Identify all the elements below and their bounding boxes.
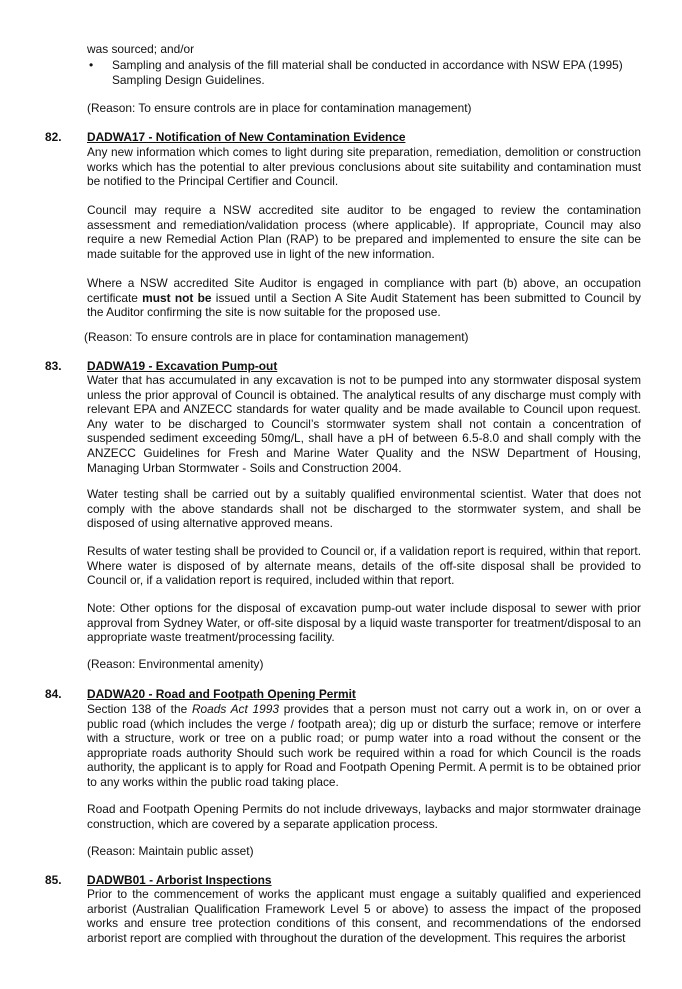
condition-number: 83. [45,359,62,373]
condition-title: DADWA19 - Excavation Pump-out [87,359,278,373]
condition-paragraph: Prior to the commencement of works the applicant must engage a suitably qualified and experienced arborist (Australian Qualification Framework Level 5 or above) to assess the impact of the proposed works and ensure tree protection conditions of this consent, and recommendations of the endorsed arborist report are complied with throughout the duration of the development. This requires the arborist [87,887,641,945]
condition-paragraph: Water testing shall be carried out by a suitably qualified environmental scientist. Water that does not comply with the above standards shall not be discharged to the stormwater system, and shall be disposed of using alternative approved means. [87,487,641,531]
condition-paragraph: Council may require a NSW accredited site auditor to be engaged to review the contamination assessment and remediation/validation process (where applicable). If appropriate, Council may also require a new Remedial Action Plan (RAP) to be prepared and implemented to ensure the site can be made suitable for the approved use in light of the new information. [87,203,641,261]
condition-number: 82. [45,130,62,144]
condition-title: DADWA20 - Road and Footpath Opening Permit [87,687,356,701]
reason-text: (Reason: Maintain public asset) [87,844,254,858]
condition-paragraph: Water that has accumulated in any excavation is not to be pumped into any stormwater disposal system unless the prior approval of Council is obtained. The analytical results of any discharge must comply with relevant EPA and ANZECC standards for water quality and be made available to Council upon request. Any water to be discharged to Council’s stormwater system shall not contain a concentration of suspended sediment exceeding 50mg/L, shall have a pH of between 6.5-8.0 and shall comply with the ANZECC Guidelines for Fresh and Marine Water Quality and the NSW Department of Housing, Managing Urban Stormwater - Soils and Construction 2004. [87,373,641,475]
condition-paragraph: Results of water testing shall be provided to Council or, if a validation report is required, within that report. Where water is disposed of by alternate means, details of the off-site disposal shall be provided to Council or, if a validation report is required, included within that report. [87,544,641,588]
condition-title: DADWB01 - Arborist Inspections [87,873,272,887]
condition-title: DADWA17 - Notification of New Contamination Evidence [87,130,406,144]
emphasis-text: must not be [142,290,212,305]
condition-number: 85. [45,873,62,887]
reason-text: (Reason: To ensure controls are in place for contamination management) [84,330,469,344]
bullet-icon: • [89,58,94,72]
condition-number: 84. [45,687,62,701]
act-name: Roads Act 1993 [191,702,279,716]
continued-bullet-text: was sourced; and/or [87,42,195,56]
condition-paragraph: Section 138 of the Roads Act 1993 provides that a person must not carry out a work in, on or over a public road (which includes the verge / footpath area); dig up or disturb the surface; remove or interfere with a structure, work or tree on a public road; or pump water into a road without the consent or the appropriate roads authority Should such work be required within a road for which Council is the roads authority, the applicant is to apply for Road and Footpath Opening Permit. A permit is to be obtained prior to any works within the public road taking place. [87,702,641,789]
condition-paragraph: Road and Footpath Opening Permits do not include driveways, laybacks and major stormwater drainage construction, which are covered by a separate application process. [87,802,641,831]
condition-paragraph: Note: Other options for the disposal of excavation pump-out water include disposal to sewer with prior approval from Sydney Water, or off-site disposal by a liquid waste transporter for treatment/disposal to an appropriate waste treatment/processing facility. [87,601,641,645]
condition-paragraph: Any new information which comes to light during site preparation, remediation, demolition or construction works which has the potential to alter previous conclusions about site suitability and contamination must be notified to the Principal Certifier and Council. [87,145,641,189]
bullet-text: Sampling and analysis of the fill material shall be conducted in accordance with NSW EPA (1995) Sampling Design Guidelines. [112,58,623,87]
condition-paragraph: Where a NSW accredited Site Auditor is engaged in compliance with part (b) above, an occupation certificate must not be issued until a Section A Site Audit Statement has been submitted to Council by the Auditor confirming the site is now suitable for the proposed use. [87,276,641,320]
reason-text: (Reason: Environmental amenity) [87,657,264,671]
reason-text: (Reason: To ensure controls are in place for contamination management) [87,101,472,115]
